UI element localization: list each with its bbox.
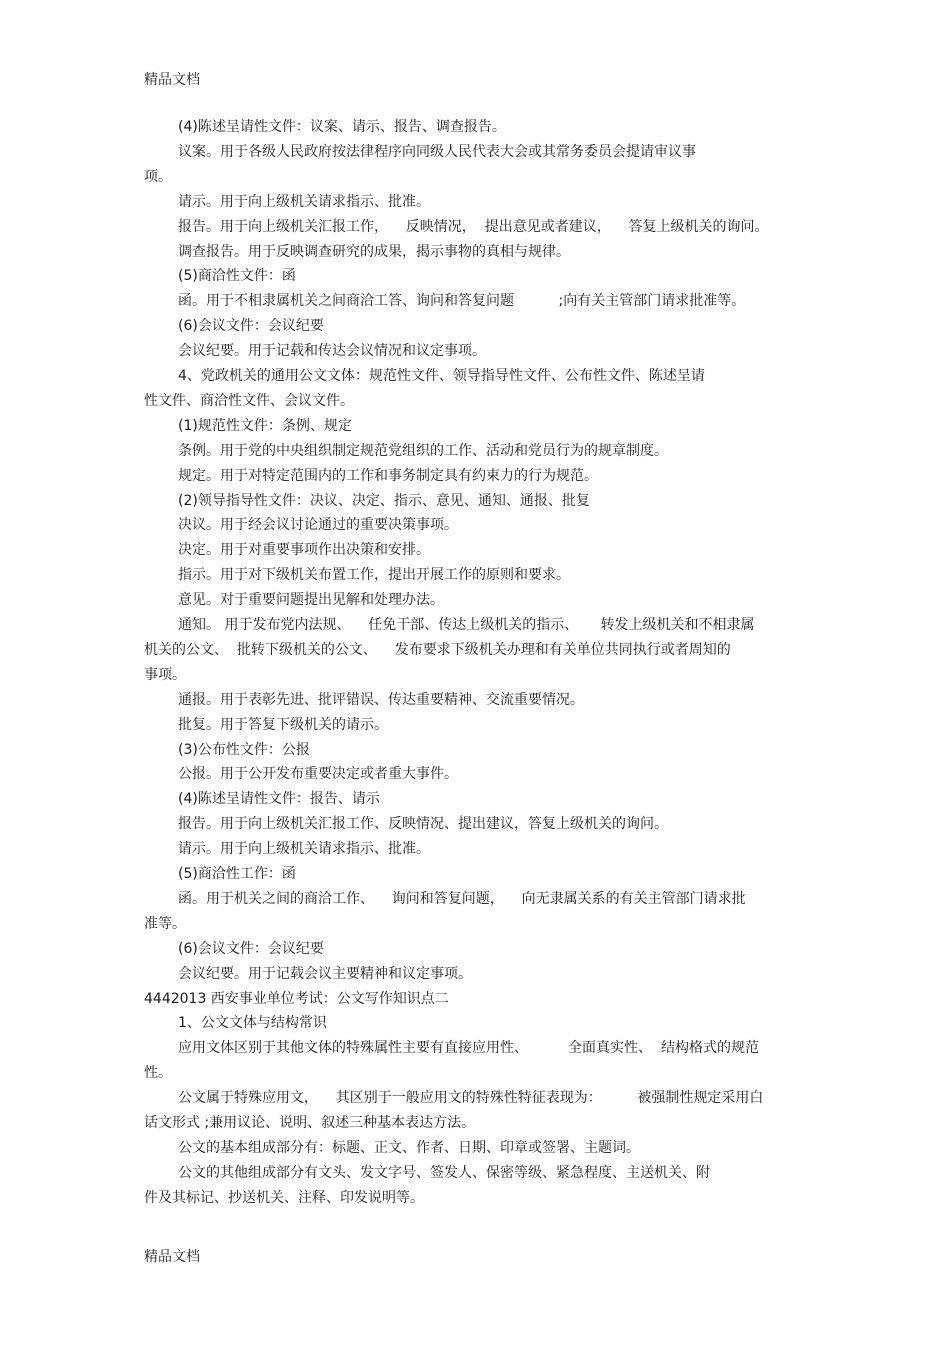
text-line: 报告。用于向上级机关汇报工作、反映情况、提出建议，答复上级机关的询问。	[178, 816, 668, 833]
text-line: 通知。 用于发布党内法规、 任免干部、传达上级机关的指示、 转发上级机关和不相隶属	[178, 617, 755, 633]
text-line: 4、党政机关的通用公文文体：规范性文件、领导指导性文件、公布性文件、陈述呈请	[178, 368, 705, 384]
page-header: 精品文档	[144, 72, 200, 88]
text-line: 通报。用于表彰先进、批评错误、传达重要精神、交流重要情况。	[178, 691, 584, 708]
text-line: 条例。用于党的中央组织制定规范党组织的工作、活动和党员行为的规章制度。	[178, 442, 668, 459]
text-line: (3)公布性文件：公报	[178, 741, 310, 758]
text-line: (1)规范性文件：条例、规定	[178, 417, 352, 434]
text-line: 意见。对于重要问题提出见解和处理办法。	[178, 592, 444, 609]
text-line: 请示。用于向上级机关请求指示、批准。	[178, 841, 430, 858]
text-line: (5)商洽性文件：函	[178, 268, 296, 285]
text-line: 决议。用于经会议讨论通过的重要决策事项。	[178, 517, 458, 534]
text-line: 性。	[144, 1065, 172, 1082]
text-line: 公文属于特殊应用文， 其区别于一般应用文的特殊性特征表现为： 被强制性规定采用白	[178, 1090, 764, 1107]
text-line: 会议纪要。用于记载会议主要精神和议定事项。	[178, 965, 472, 982]
text-line: 1、公文文体与结构常识	[178, 1015, 327, 1032]
text-line: 会议纪要。用于记载和传达会议情况和议定事项。	[178, 343, 486, 360]
text-line: 话文形式 ;兼用议论、说明、叙述三种基本表达方法。	[144, 1115, 476, 1131]
text-line: 4442013 西安事业单位考试：公文写作知识点二	[144, 990, 449, 1007]
text-line: 请示。用于向上级机关请求指示、批准。	[178, 193, 430, 210]
text-line: 指示。用于对下级机关布置工作，提出开展工作的原则和要求。	[178, 567, 570, 584]
text-line: (5)商洽性工作：函	[178, 866, 296, 882]
text-line: 事项。	[144, 666, 186, 683]
text-line: 公报。用于公开发布重要决定或者重大事件。	[178, 766, 458, 783]
text-line: (4)陈述呈请性文件：议案、请示、报告、调查报告。	[178, 119, 506, 135]
text-line: (4)陈述呈请性文件：报告、请示	[178, 791, 380, 808]
text-line: 准等。	[144, 915, 186, 932]
text-line: 批复。用于答复下级机关的请示。	[178, 716, 388, 733]
text-line: 规定。用于对特定范围内的工作和事务制定具有约束力的行为规范。	[178, 467, 598, 484]
text-line: 机关的公文、 批转下级机关的公文、 发布要求下级机关办理和有关单位共同执行或者周知的	[144, 641, 731, 658]
text-line: 项。	[144, 168, 172, 185]
page-footer: 精品文档	[144, 1249, 200, 1265]
text-line: 议案。用于各级人民政府按法律程序向同级人民代表大会或其常务委员会提请审议事	[178, 143, 696, 160]
text-line: 性文件、商洽性文件、会议文件。	[144, 392, 354, 409]
text-line: 件及其标记、抄送机关、注释、印发说明等。	[144, 1189, 424, 1206]
text-line: 报告。用于向上级机关汇报工作， 反映情况， 提出意见或者建议， 答复上级机关的询问。	[178, 218, 769, 235]
text-line: 公文的基本组成部分有：标题、正文、作者、日期、印章或签署、主题词。	[178, 1139, 640, 1156]
text-line: 调查报告。用于反映调查研究的成果，揭示事物的真相与规律。	[178, 243, 570, 260]
text-line: 函。用于机关之间的商洽工作、 询问和答复问题， 向无隶属关系的有关主管部门请求批	[178, 890, 746, 907]
text-line: 函。用于不相隶属机关之间商洽工答、询问和答复问题 ;向有关主管部门请求批准等。	[178, 293, 746, 310]
text-line: (6)会议文件：会议纪要	[178, 940, 324, 957]
text-line: 公文的其他组成部分有文头、发文字号、签发人、保密等级、紧急程度、主送机关、附	[178, 1164, 710, 1181]
text-line: (6)会议文件：会议纪要	[178, 318, 324, 335]
text-line: (2)领导指导性文件：决议、决定、指示、意见、通知、通报、批复	[178, 492, 590, 509]
text-line: 决定。用于对重要事项作出决策和安排。	[178, 542, 430, 559]
text-line: 应用文体区别于其他文体的特殊属性主要有直接应用性、 全面真实性、 结构格式的规范	[178, 1040, 759, 1057]
